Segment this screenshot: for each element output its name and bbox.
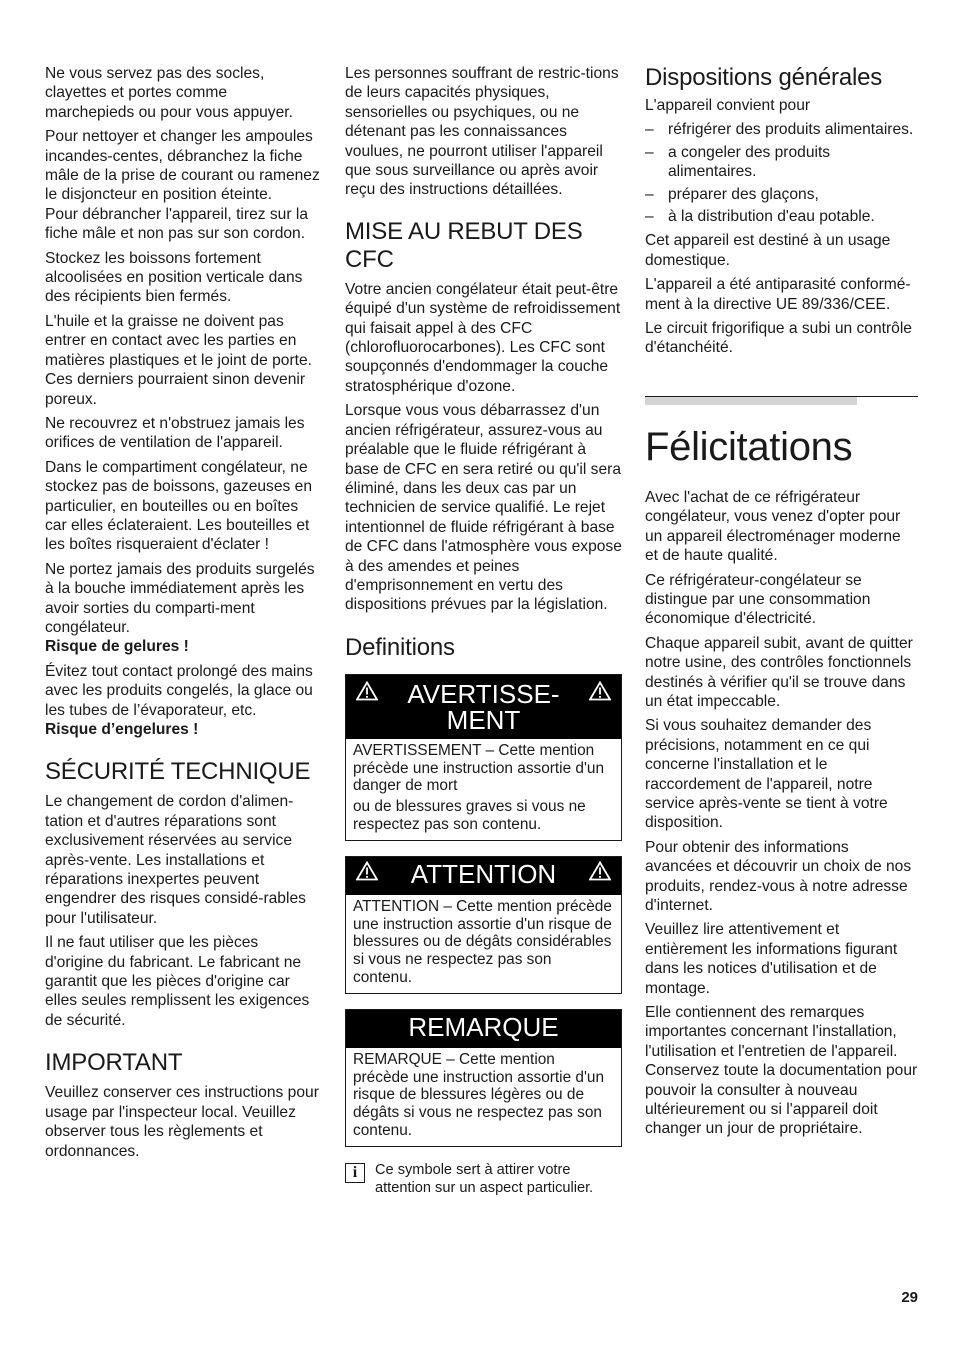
section-divider xyxy=(645,396,918,406)
paragraph: Elle contiennent des remarques importantes concernant l'installation, l'utilisation et l'entretien de l'appareil. Conservez toute la documentation pour pouvoir la consulter à nouveau ultérieurement ou si l'appareil doit changer un jour de propriétaire. xyxy=(645,1004,918,1138)
column-right xyxy=(645,64,918,1144)
paragraph: Veuillez lire attentivement et entièrement les informations figurant dans les notices d'utilisation et de montage. xyxy=(645,921,898,997)
warning-box-title-line1: AVERTISSE- xyxy=(407,678,560,709)
attention-box-text: ATTENTION – Cette mention précède une instruction assortie d'un risque de blessures ou de dégâts considérables si vous ne respectez pas son contenu. xyxy=(353,897,612,986)
remarque-box-text: REMARQUE – Cette mention précède une instruction assortie d'un risque de blessures légères ou de dégâts si vous ne respectez pas son contenu. xyxy=(353,1050,605,1139)
divider-line xyxy=(645,396,918,397)
warning-triangle-icon xyxy=(356,861,378,881)
paragraph: Ce réfrigérateur-congélateur se distingue par une consommation économique d'électricité. xyxy=(645,571,871,628)
remarque-box xyxy=(345,1009,622,1147)
risk-warning: Risque de gelures ! xyxy=(45,638,189,656)
usage-list xyxy=(645,120,918,226)
warning-triangle-icon xyxy=(589,681,611,701)
attention-box-title: ATTENTION xyxy=(410,858,557,889)
paragraph: Lorsque vous vous débarrassez d'un ancien réfrigérateur, assurez-vous au préalable que le fluide réfrigérant à base de CFC en sera retiré ou qu'il sera éliminé, dans les deux cas par un technicien de service qualifié. Le rejet intentionnel de fluide réfrigérant à base de CFC dans l'atmosphère vous expose à des amendes et peines d'emprisonnement en vertu des dispositions prévues par la législation. xyxy=(345,402,622,614)
paragraph: Ne recouvrez et n'obstruez jamais les orifices de ventilation de l'appareil. xyxy=(45,414,305,452)
warning-triangle-icon xyxy=(356,681,378,701)
list-item: – à la distribution d'eau potable. xyxy=(645,207,918,226)
warning-box xyxy=(345,674,622,841)
paragraph: Avec l'achat de ce réfrigérateur congélateur, vous venez d'opter pour un appareil électroménager moderne et de haute qualité. xyxy=(645,488,901,565)
paragraph: Cet appareil est destiné à un usage domestique. xyxy=(645,232,891,269)
paragraph: Évitez tout contact prolongé des mains avec les produits congelés, la glace ou les tubes de l’évaporateur, etc. xyxy=(45,662,313,719)
warning-triangle-icon xyxy=(589,861,611,881)
paragraph: Les personnes souffrant de restric-tions de leurs capacités physiques, sensorielles ou psychiques, ou ne détenant pas les connaissances voulues, ne pourront utiliser l'appareil que sous surveillance ou après avoir reçu des instructions détaillées. xyxy=(345,65,619,199)
paragraph: Si vous souhaitez demander des précisions, notamment en ce qui concerne l'installation et le raccordement de l'appareil, notre service après-vente se tient à votre disposition. xyxy=(645,717,888,832)
heading-securite-technique: SÉCURITÉ TECHNIQUE xyxy=(45,758,311,786)
heading-definitions: Definitions xyxy=(345,633,455,661)
column-middle xyxy=(345,64,622,1197)
paragraph: Pour débrancher l'appareil, tirez sur la fiche mâle et non pas sur son cordon. xyxy=(45,205,309,243)
paragraph: Votre ancien congélateur était peut-être équipé d'un système de refroidissement qui faisait appel à des CFC (chlorofluorocarbones). Les CFC sont soupçonnés d'endommager la couche stratosphérique d'ozone. xyxy=(345,280,621,395)
paragraph: Le changement de cordon d'alimen-tation et d'autres réparations sont exclusivement réservées au service après-vente. Les installations et réparations inexpertes peuvent engendrer des risques considé-rables pour l'utilisateur. xyxy=(45,793,306,927)
warning-box-title-line2: MENT xyxy=(446,704,521,735)
page-number: 29 xyxy=(901,1289,918,1306)
remarque-box-title: REMARQUE xyxy=(408,1011,559,1042)
warning-box-text: ou de blessures graves si vous ne respectez pas son contenu. xyxy=(353,798,586,833)
paragraph: Ne vous servez pas des socles, clayettes et portes comme marchepieds ou pour vous appuyer. xyxy=(45,65,293,121)
paragraph: Stockez les boissons fortement alcoolisées en position verticale dans des récipients bien fermés. xyxy=(45,249,303,306)
paragraph: L'huile et la graisse ne doivent pas entrer en contact avec les parties en matières plastiques et le joint de porte. Ces derniers pourraient sinon devenir poreux. xyxy=(45,312,312,408)
attention-box-header xyxy=(346,857,621,895)
remarque-box-header xyxy=(346,1010,621,1048)
attention-box-body xyxy=(346,895,621,993)
heading-important: IMPORTANT xyxy=(45,1049,183,1077)
paragraph: Dans le compartiment congélateur, ne stockez pas de boissons, gazeuses en particulier, en bouteilles ou en boîtes car elles éclateraient. Les bouteilles et les boîtes risqueraient d'éclater ! xyxy=(45,458,312,554)
paragraph: L'appareil a été antiparasité conformé-ment à la directive UE 89/336/CEE. xyxy=(645,276,911,313)
heading-felicitations: Félicitations xyxy=(645,424,853,469)
list-item: – a congeler des produits alimentaires. xyxy=(645,143,918,182)
paragraph: Il ne faut utiliser que les pièces d'origine du fabricant. Le fabricant ne garantit que les pièces d'origine car elles seules remplissent les exigences de sécurité. xyxy=(45,934,310,1029)
attention-box xyxy=(345,856,622,994)
list-item: – réfrigérer des produits alimentaires. xyxy=(645,120,918,139)
warning-box-body xyxy=(346,739,621,840)
divider-bar xyxy=(645,397,857,405)
list-item: – préparer des glaçons, xyxy=(645,185,918,204)
heading-dispositions-generales: Dispositions générales xyxy=(645,64,883,91)
paragraph: Ne portez jamais des produits surgelés à la bouche immédiatement après les avoir sorties du comparti-ment congélateur. xyxy=(45,560,315,636)
column-left xyxy=(45,64,320,1166)
warning-box-text: AVERTISSEMENT – Cette mention précède une instruction assortie d'un danger de mort xyxy=(353,741,605,795)
risk-warning: Risque d’engelures ! xyxy=(45,721,199,738)
paragraph: Pour obtenir des informations avancées et découvrir un choix de nos produits, rendez-vous à notre adresse d'internet. xyxy=(645,838,912,914)
paragraph: L'appareil convient pour xyxy=(645,97,811,114)
info-note-text: Ce symbole sert à attirer votre attention sur un aspect particulier. xyxy=(375,1161,594,1196)
paragraph: Le circuit frigorifique a subi un contrôle d'étanchéité. xyxy=(645,320,912,357)
warning-box-header xyxy=(346,675,621,739)
info-note xyxy=(345,1162,622,1198)
remarque-box-body xyxy=(346,1048,621,1146)
paragraph: Veuillez conserver ces instructions pour usage par l'inspecteur local. Veuillez observer tous les règlements et ordonnances. xyxy=(45,1084,319,1160)
paragraph: Chaque appareil subit, avant de quitter notre usine, des contrôles fonctionnels destinés à vérifier qu'il se trouve dans un état impeccable. xyxy=(645,634,913,710)
info-icon: i xyxy=(345,1163,365,1183)
paragraph: Pour nettoyer et changer les ampoules incandes-centes, débranchez la fiche mâle de la prise de courant ou ramenez le disjoncteur en position éteinte. xyxy=(45,128,320,204)
heading-mise-au-rebut: MISE AU REBUT DES CFC xyxy=(345,217,583,273)
